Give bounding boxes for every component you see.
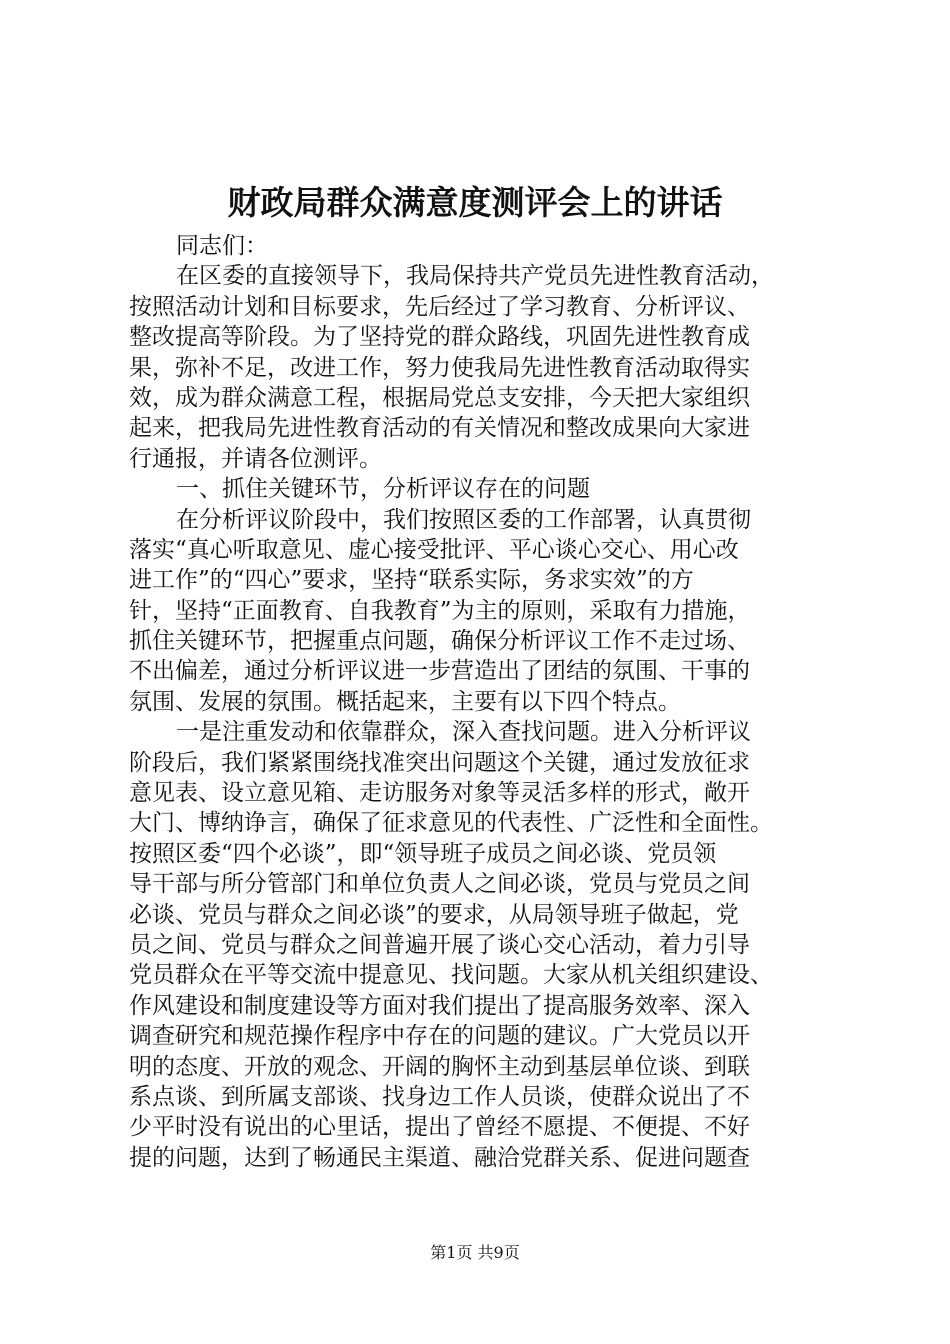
paragraph-line: 按照区委“四个必谈”，即“领导班子成员之间必谈、党员领 bbox=[129, 840, 717, 867]
paragraph-line: 作风建设和制度建设等方面对我们提出了提高服务效率、深入 bbox=[129, 992, 750, 1019]
salutation-line: 同志们： bbox=[176, 233, 268, 259]
paragraph-line: 果，弥补不足，改进工作，努力使我局先进性教育活动取得实 bbox=[129, 354, 750, 381]
document-body bbox=[129, 231, 829, 1173]
paragraph-line: 氛围、发展的氛围。概括起来，主要有以下四个特点。 bbox=[129, 688, 681, 715]
paragraph-line: 行通报，并请各位测评。 bbox=[129, 445, 382, 472]
document-title: 财政局群众满意度测评会上的讲话 bbox=[227, 183, 723, 222]
paragraph-line: 针，坚持“正面教育、自我教育”为主的原则，采取有力措施， bbox=[129, 597, 751, 624]
paragraph-line: 在区委的直接领导下，我局保持共产党员先进性教育活动， bbox=[176, 263, 774, 290]
paragraph-line: 效，成为群众满意工程，根据局党总支安排，今天把大家组织 bbox=[129, 384, 750, 411]
paragraph-line: 系点谈、到所属支部谈、找身边工作人员谈，使群众说出了不 bbox=[129, 1083, 750, 1110]
paragraph-line: 抓住关键环节，把握重点问题，确保分析评议工作不走过场、 bbox=[129, 628, 750, 655]
paragraph-line: 员之间、党员与群众之间普遍开展了谈心交心活动，着力引导 bbox=[129, 931, 750, 958]
paragraph-line: 按照活动计划和目标要求，先后经过了学习教育、分析评议、 bbox=[129, 293, 750, 320]
paragraph-line: 导干部与所分管部门和单位负责人之间必谈，党员与党员之间 bbox=[129, 871, 750, 898]
paragraph-line: 进工作”的“四心”要求，坚持“联系实际，务求实效”的方 bbox=[129, 567, 694, 594]
paragraph-line: 党员群众在平等交流中提意见、找问题。大家从机关组织建设、 bbox=[129, 962, 773, 989]
paragraph-line: 阶段后，我们紧紧围绕找准突出问题这个关键，通过发放征求 bbox=[129, 749, 750, 776]
paragraph-line: 落实“真心听取意见、虚心接受批评、平心谈心交心、用心改 bbox=[129, 536, 739, 563]
paragraph-line: 意见表、设立意见箱、走访服务对象等灵活多样的形式，敞开 bbox=[129, 780, 750, 807]
paragraph-line: 大门、博纳诤言，确保了征求意见的代表性、广泛性和全面性。 bbox=[129, 810, 773, 837]
paragraph-line: 一是注重发动和依靠群众，深入查找问题。进入分析评议 bbox=[176, 719, 751, 746]
paragraph-line: 必谈、党员与群众之间必谈”的要求，从局领导班子做起，党 bbox=[129, 901, 739, 928]
paragraph-line: 起来，把我局先进性教育活动的有关情况和整改成果向大家进 bbox=[129, 415, 750, 442]
paragraph-line: 提的问题，达到了畅通民主渠道、融洽党群关系、促进问题查 bbox=[129, 1144, 750, 1171]
paragraph-line: 调查研究和规范操作程序中存在的问题的建议。广大党员以开 bbox=[129, 1023, 750, 1050]
paragraph-line: 整改提高等阶段。为了坚持党的群众路线，巩固先进性教育成 bbox=[129, 324, 750, 351]
section-heading: 一、抓住关键环节，分析评议存在的问题 bbox=[176, 476, 590, 503]
page-number-footer: 第1页 共9页 bbox=[430, 1243, 520, 1262]
paragraph-line: 不出偏差，通过分析评议进一步营造出了团结的氛围、干事的 bbox=[129, 658, 750, 685]
paragraph-line: 在分析评议阶段中，我们按照区委的工作部署，认真贯彻 bbox=[176, 506, 751, 533]
paragraph-line: 少平时没有说出的心里话，提出了曾经不愿提、不便提、不好 bbox=[129, 1114, 750, 1141]
paragraph-line: 明的态度、开放的观念、开阔的胸怀主动到基层单位谈、到联 bbox=[129, 1053, 750, 1080]
